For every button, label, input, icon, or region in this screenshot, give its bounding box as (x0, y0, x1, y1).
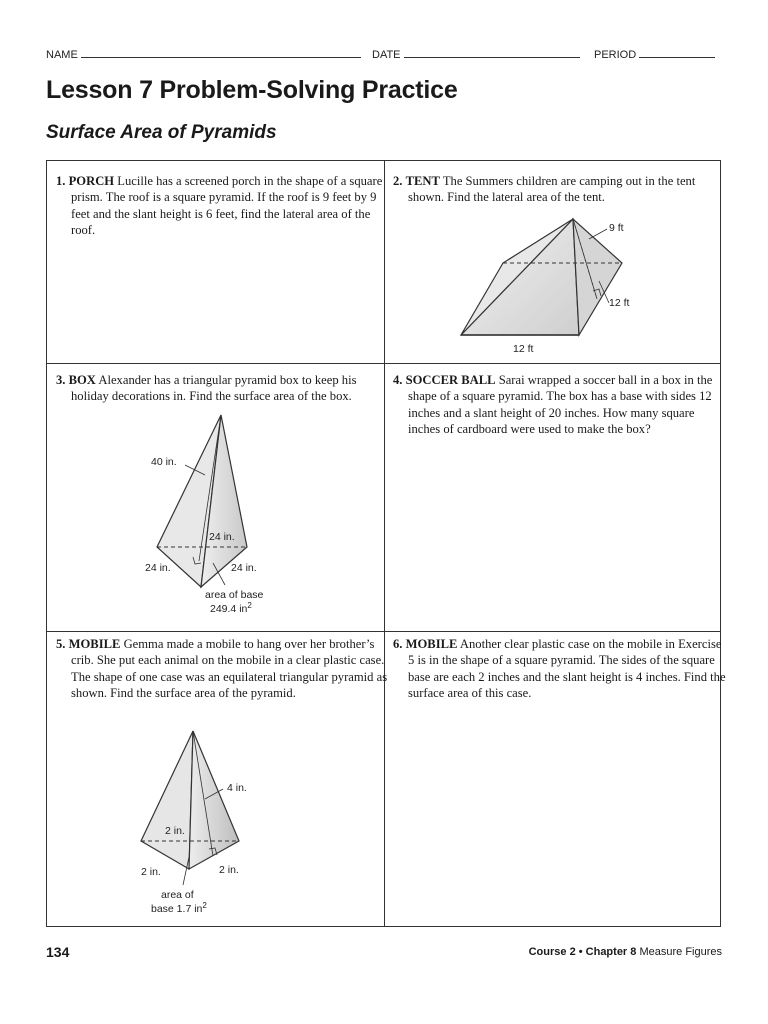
page-number: 134 (46, 944, 70, 960)
problem-1-keyword: PORCH (68, 174, 115, 188)
tent-side-label: 12 ft (609, 297, 630, 309)
mobile-back-edge-label: 2 in. (165, 825, 185, 837)
problem-5-keyword: MOBILE (68, 637, 121, 651)
page-title: Lesson 7 Problem-Solving Practice (46, 76, 458, 104)
period-field[interactable] (594, 47, 715, 61)
problem-5-text: Gemma made a mobile to hang over her brother’s crib. She put each animal on the mobile in a clear plastic case. The shape of one case was an equilateral triangular pyramid as shown. Find the surface area of the pyramid. (71, 637, 388, 701)
tent-slant-label: 9 ft (609, 222, 624, 234)
date-label: DATE (372, 49, 401, 61)
tent-base-label: 12 ft (513, 343, 534, 355)
problem-grid (46, 160, 726, 927)
tent-face-right (573, 219, 622, 335)
course-footer (529, 946, 722, 958)
mobile-left-edge-label: 2 in. (141, 866, 161, 878)
tent-face-front (461, 219, 579, 335)
problem-2-keyword: TENT (405, 174, 440, 188)
tent-pyramid-figure (457, 211, 682, 361)
box-right-edge-label: 24 in. (231, 562, 257, 574)
box-base-area-exponent: 2 (247, 601, 252, 610)
mobile-base-area-label: area of (161, 889, 194, 901)
problem-1-text: Lucille has a screened porch in the shape of a square prism. The roof is a square pyramid. If the roof is 9 feet by 9 feet and the slant height is 6 feet, find the lateral area of the roof. (71, 174, 383, 238)
box-back-edge-label: 24 in. (209, 531, 235, 543)
problem-4-keyword: SOCCER BALL (405, 373, 496, 387)
name-field[interactable] (46, 47, 361, 61)
problem-3-number: 3. (56, 373, 66, 387)
problem-2-number: 2. (393, 174, 403, 188)
mobile-pyramid-figure (137, 729, 287, 924)
footer-separator: • (575, 946, 586, 958)
date-line[interactable] (404, 47, 580, 58)
problem-5 (56, 636, 389, 702)
grid-divider-row-1 (47, 363, 720, 364)
problem-6 (393, 636, 726, 702)
mobile-base-area-value: base 1.7 in (151, 903, 203, 915)
tent-slant-leader (589, 229, 607, 239)
problem-2-text: The Summers children are camping out in the tent shown. Find the lateral area of the tent. (408, 174, 696, 205)
mobile-base-area-value-text (151, 901, 207, 915)
mobile-right-edge-label: 2 in. (219, 864, 239, 876)
problem-4-text: Sarai wrapped a soccer ball in a box in the shape of a square pyramid. The box has a base with sides 12 inches and a slant height of 20 inches. How many square inches of cardboard were used to make the box? (408, 373, 713, 437)
problem-4-number: 4. (393, 373, 403, 387)
problem-3 (56, 372, 389, 405)
problem-4 (393, 372, 726, 438)
problem-2 (393, 173, 726, 206)
mobile-slant-label: 4 in. (227, 782, 247, 794)
date-field[interactable] (372, 47, 580, 61)
box-pyramid-figure (135, 413, 305, 623)
problem-5-number: 5. (56, 637, 66, 651)
problem-3-text: Alexander has a triangular pyramid box to keep his holiday decorations in. Find the surface area of the box. (71, 373, 357, 404)
footer-chapter: Chapter 8 (585, 946, 637, 958)
mobile-base-area-exponent: 2 (202, 901, 207, 910)
box-base-area-value-text (210, 601, 252, 615)
problem-3-keyword: BOX (68, 373, 96, 387)
box-base-area-label: area of base (205, 589, 264, 601)
footer-chapter-title: Measure Figures (636, 946, 722, 958)
grid-divider-row-2 (47, 631, 720, 632)
box-base-area-value: 249.4 in (210, 603, 248, 615)
grid-divider-vertical (384, 161, 385, 926)
problem-1-number: 1. (56, 174, 66, 188)
problem-1 (56, 173, 389, 239)
problem-6-text: Another clear plastic case on the mobile in Exercise 5 is in the shape of a square pyramid. The sides of the square base are each 2 inches and the slant height is 4 inches. Find the surface area of this case. (408, 637, 726, 701)
footer-course: Course 2 (528, 946, 576, 958)
period-line[interactable] (639, 47, 715, 58)
problem-6-keyword: MOBILE (405, 637, 458, 651)
problem-6-number: 6. (393, 637, 403, 651)
period-label: PERIOD (594, 49, 637, 61)
name-line[interactable] (81, 47, 361, 58)
name-label: NAME (46, 49, 78, 61)
page-subtitle: Surface Area of Pyramids (46, 122, 277, 143)
box-left-edge-label: 24 in. (145, 562, 171, 574)
box-slant-label: 40 in. (151, 456, 177, 468)
mobile-face-left (141, 731, 193, 869)
